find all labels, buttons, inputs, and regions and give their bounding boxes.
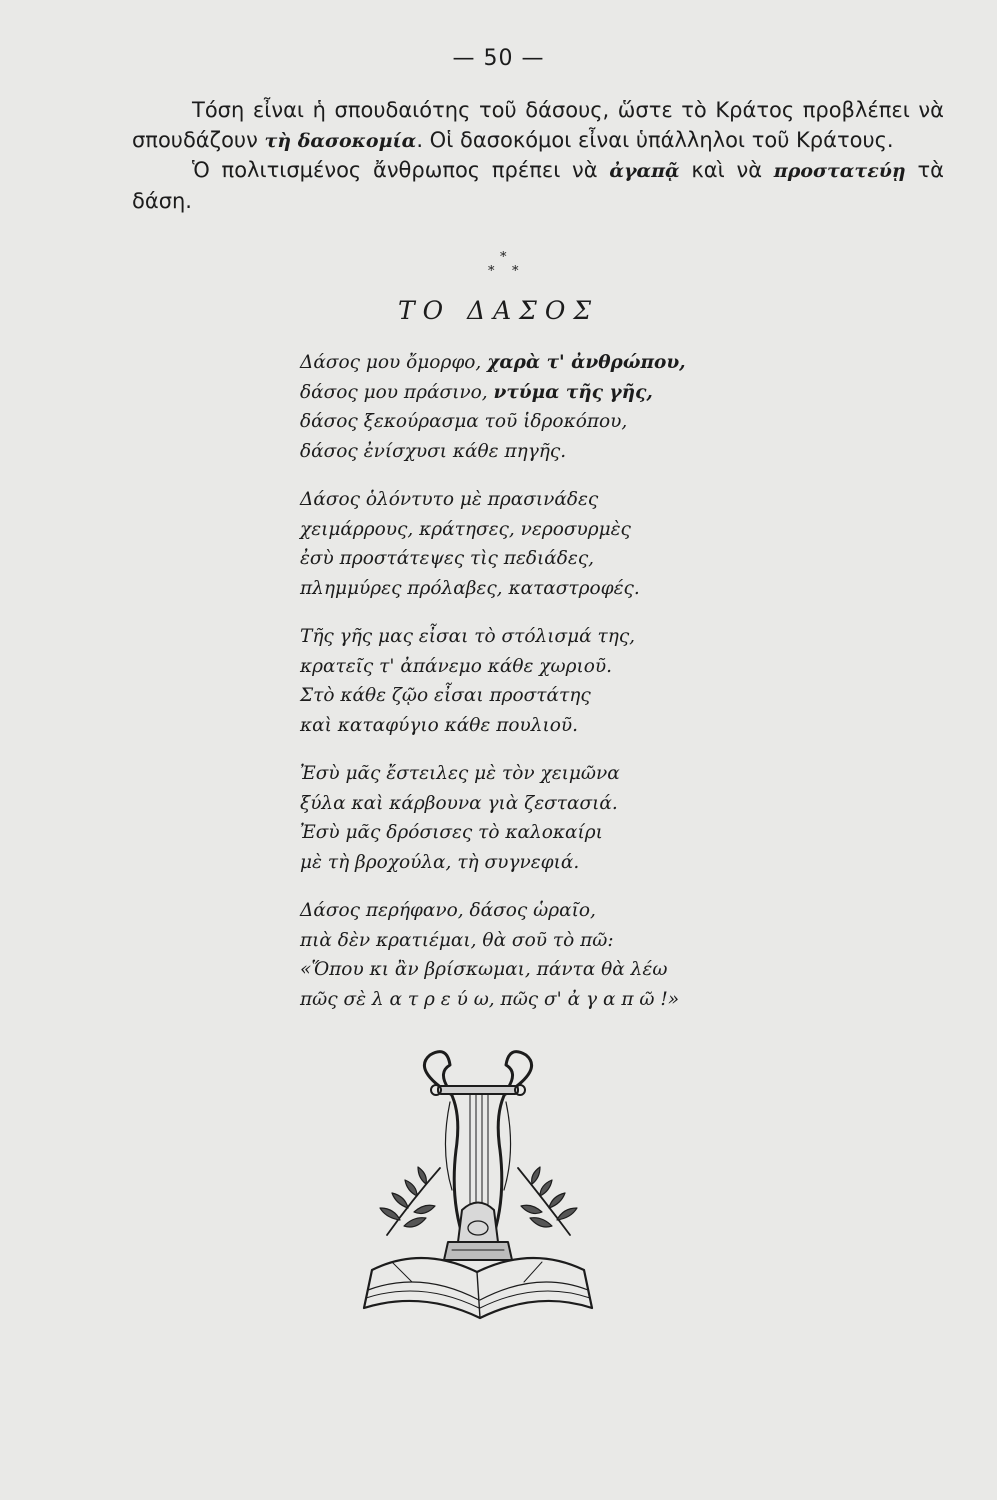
poem-stanza-5 [300,896,780,1014]
page-number: — 50 — [452,46,545,71]
poem-line [300,348,780,378]
poem-line-part: δάσος ἐνίσχυσι κάθε πηγῆς. [300,440,567,462]
poem-line: χειμάρρους, κράτησες, νεροσυρμὲς [300,518,631,540]
poem-line [300,378,780,408]
poem-line: Ἐσὺ μᾶς ἔστειλες μὲ τὸν χειμῶνα [300,763,620,784]
poem-line-part: χαρὰ τ' ἀνθρώπου, [487,352,686,373]
intro-text-segment: καὶ νὰ [679,158,774,182]
poem-stanza-4 [300,759,780,877]
poem-line: κρατεῖς τ' ἀπάνεμο κάθε χωριοῦ. [300,655,612,677]
poem-stanza-1 [300,348,780,466]
poem-line-part: ντύμα τῆς γῆς, [493,381,653,403]
poem-stanza-2 [300,485,780,603]
poem-line: Δάσος περήφανο, δάσος ὡραῖο, [300,900,596,921]
asterism-star: * [488,264,495,279]
poem-line: μὲ τὴ βροχούλα, τὴ συγνεφιά. [300,851,580,873]
intro-paragraph-1 [132,96,944,156]
poem-line: καὶ καταφύγιο κάθε πουλιοῦ. [300,714,578,736]
poem-line: Δάσος ὁλόντυτο μὲ πρασινάδες [300,489,599,510]
emphasized-term: τὴ δασοκομία [264,129,417,152]
asterism-divider [480,250,530,284]
poem-line-part: Δάσος μου ὄμορφο, [300,352,488,373]
poem-line-part: δάσος μου πράσινο, [300,381,494,403]
poem-line: ἐσὺ προστάτεψες τὶς πεδιάδες, [300,548,595,569]
poem [300,348,780,1033]
intro-paragraph-2 [132,156,944,216]
poem-line [300,437,780,467]
poem-line: «Ὅπου κι ἂν βρίσκωμαι, πάντα θὰ λέω [300,959,668,980]
poem-line: ξύλα καὶ κάρβουνα γιὰ ζεστασιά. [300,792,618,814]
asterism-star: * [500,250,507,265]
intro-text [132,96,944,216]
poem-line: πῶς σὲ λ α τ ρ ε ύ ω, πῶς σ' ἀ γ α π ῶ !» [300,988,680,1010]
poem-line: Ἐσὺ μᾶς δρόσισες τὸ καλοκαίρι [300,822,603,843]
poem-line: Τῆς γῆς μας εἶσαι τὸ στόλισμά της, [300,626,636,647]
poem-line-part: δάσος ξεκούρασμα τοῦ ἱδροκόπου, [300,411,628,432]
intro-text-segment: . Οἱ δασοκόμοι εἶναι ὑπάλληλοι τοῦ Κράτους. [416,127,894,152]
poem-title: ΤΟ ΔΑΣΟΣ [397,296,600,325]
intro-text-segment: τὰ δάση. [132,158,944,213]
lyre-book-vignette-icon [352,1050,602,1350]
poem-line [300,407,780,437]
poem-stanza-3 [300,622,780,740]
emphasized-term: προστατεύῃ [773,160,906,182]
poem-line: πιὰ δὲν κρατιέμαι, θὰ σοῦ τὸ πῶ: [300,929,614,951]
asterism-star: * [512,264,519,279]
poem-line: Στὸ κάθε ζῷο εἶσαι προστάτης [300,685,591,706]
poem-line: πλημμύρες πρόλαβες, καταστροφές. [300,577,640,599]
intro-text-segment: Ὁ πολιτισμένος ἄνθρωπος πρέπει νὰ [192,158,610,182]
emphasized-term: ἀγαπᾷ [609,160,680,182]
intro-text-segment: Τόση εἶναι ἡ σπουδαιότης τοῦ δάσους, ὥστε τὸ Κράτος προβλέπει νὰ σπουδάζουν [132,98,944,152]
